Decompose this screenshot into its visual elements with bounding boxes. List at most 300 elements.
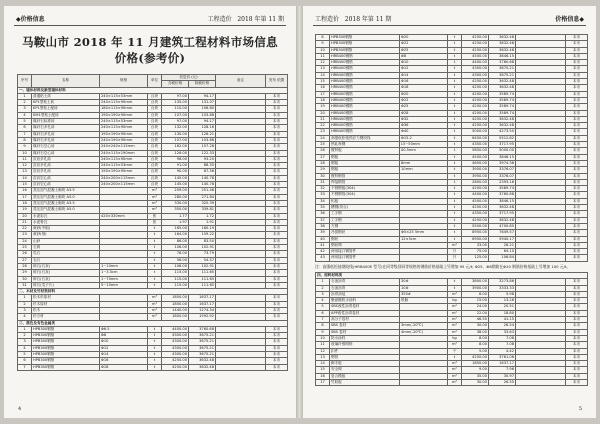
book-spine (296, 6, 303, 418)
row-unit: 百块 (148, 144, 162, 150)
row-note (216, 364, 266, 370)
row-unit: t (148, 345, 162, 351)
row-spec: 8mm (400, 160, 448, 166)
row-name: 蒸压加气混凝土砌块 A5.0 (32, 194, 100, 200)
row-grade: 本市 (566, 97, 588, 103)
row-grade: 本市 (566, 298, 588, 304)
row-grade: 本市 (566, 79, 588, 85)
row-tax-price: 115.00 (162, 270, 189, 276)
row-no: 4 (18, 314, 32, 320)
row-grade: 本市 (566, 135, 588, 141)
row-no: 11 (316, 53, 330, 59)
row-grade: 本市 (566, 123, 588, 129)
row-grade: 本市 (566, 129, 588, 135)
row-unit: m² (448, 304, 462, 310)
row-name: 热轧角钢 (330, 142, 400, 148)
row-spec: Φ40 (400, 129, 448, 135)
row-tax-price: 8.00 (462, 342, 489, 348)
row-no: 1 (18, 326, 32, 332)
row-name: 山砂 (32, 238, 100, 244)
row-unit: t (148, 352, 162, 358)
row-no: 11 (18, 156, 32, 162)
row-name: 两用接口钢管件 (330, 255, 400, 261)
row-notax-price: 3675.21 (489, 66, 516, 72)
row-no: 27 (316, 154, 330, 160)
row-notax-price: 1.72 (189, 213, 216, 219)
row-spec: Φ16 (400, 79, 448, 85)
row-no: 36 (316, 211, 330, 217)
row-grade: 本市 (266, 163, 288, 169)
row-unit: t (448, 135, 462, 141)
row-no: 4 (18, 345, 32, 351)
row-no: 26 (18, 251, 32, 257)
row-name: 石屑 (32, 245, 100, 251)
row-name: 沥青油毡 (330, 291, 400, 297)
row-unit: t (148, 226, 162, 232)
row-tax-price: 91.00 (162, 163, 189, 169)
row-name: 煤矸石空心砖 (32, 150, 100, 156)
row-tax-price: 107.00 (162, 137, 189, 143)
row-name: KP1型粘土砖 (32, 100, 100, 106)
row-unit: t (448, 354, 462, 360)
row-name: 黄砂(中粗) (32, 226, 100, 232)
row-spec: Φ5×25 5mm (400, 230, 448, 236)
row-name: 蒸压加气混凝土砌块 A3.5 (32, 188, 100, 194)
row-unit: t (448, 53, 462, 59)
row-name: KM1型粘土配砖 (32, 112, 100, 118)
row-unit: t (148, 358, 162, 364)
row-grade: 本市 (566, 361, 588, 367)
row-spec: Φ36 (400, 123, 448, 129)
row-tax-price: 9.00 (462, 367, 489, 373)
row-tax-price: 259.00 (162, 188, 189, 194)
left-running-header (14, 12, 286, 26)
row-tax-price: 106.00 (162, 263, 189, 269)
row-spec: Φ18 (100, 364, 148, 370)
row-tax-price: 4250.00 (462, 354, 489, 360)
row-unit: t (448, 97, 462, 103)
row-name: 方钢 (330, 223, 400, 229)
row-grade: 本市 (266, 188, 288, 194)
row-spec: 1~10mm (100, 263, 148, 269)
row-spec: 240×115×90mm (100, 156, 148, 162)
row-grade: 本市 (566, 179, 588, 185)
row-grade: 本市 (266, 150, 288, 156)
row-notax-price: 3632.48 (489, 116, 516, 122)
row-notax-price: 3675.21 (189, 352, 216, 358)
row-tax-price: 1850.00 (462, 361, 489, 367)
row-name: HRB400钢筋 (330, 85, 400, 91)
row-spec: 240×190×90mm (100, 137, 148, 143)
row-grade: 本市 (266, 270, 288, 276)
row-grade: 本市 (566, 198, 588, 204)
row-notax-price: 3846.15 (489, 154, 516, 160)
row-no: 17 (316, 380, 330, 386)
row-spec: Φ20 (400, 91, 448, 97)
row-unit: t (448, 160, 462, 166)
row-no: 4 (18, 112, 32, 118)
row-grade: 本市 (266, 295, 288, 301)
row-name: HPB300钢筋 (32, 333, 100, 339)
row-spec: 12×5cm (400, 236, 448, 242)
row-name: KP1型粘土配砖 (32, 106, 100, 112)
row-grade: 本市 (266, 301, 288, 307)
row-unit: t (448, 47, 462, 53)
row-unit: t (448, 279, 462, 285)
row-tax-price: 30.00 (462, 323, 489, 329)
row-unit: m³ (148, 207, 162, 213)
left-page-number: 4 (18, 406, 22, 412)
row-unit: m² (448, 342, 462, 348)
row-tax-price: 350.00 (162, 207, 189, 213)
row-unit: m³ (148, 194, 162, 200)
row-notax-price: 3717.95 (489, 142, 516, 148)
col-no: 序号 (18, 75, 32, 88)
row-name: 钢板 (330, 167, 400, 173)
row-grade: 本市 (266, 339, 288, 345)
row-unit: t (148, 238, 162, 244)
row-name: 水泥彩瓦 (32, 213, 100, 219)
row-grade: 本市 (266, 345, 288, 351)
row-tax-price: 6950.00 (462, 236, 489, 242)
row-name: 瓜石 (32, 251, 100, 257)
row-tax-price: 97.00 (162, 119, 189, 125)
row-unit: 百块 (148, 119, 162, 125)
row-grade: 本市 (266, 169, 288, 175)
row-tax-price: 8.00 (462, 335, 489, 341)
page-title (14, 34, 286, 66)
row-notax-price: 13.26 (489, 298, 516, 304)
row-name: HRB400钢筋 (330, 97, 400, 103)
row-no: 16 (316, 373, 330, 379)
row-unit: t (448, 148, 462, 154)
row-tax-price: 145.00 (162, 175, 189, 181)
row-grade: 本市 (566, 367, 588, 373)
row-tax-price: 4250.00 (462, 79, 489, 85)
row-unit: 百块 (148, 150, 162, 156)
row-no: 35 (316, 205, 330, 211)
row-grade: 本市 (566, 148, 588, 154)
row-notax-price: 30.97 (489, 373, 516, 379)
row-tax-price: 4400.00 (462, 192, 489, 198)
row-no: 2 (316, 285, 330, 291)
row-tax-price: 4300.00 (162, 352, 189, 358)
row-note (516, 380, 566, 386)
row-no: 33 (316, 192, 330, 198)
row-grade: 本市 (266, 282, 288, 288)
row-spec: 350# (400, 291, 448, 297)
row-unit: 百块 (148, 131, 162, 137)
row-no: 5 (18, 352, 32, 358)
row-unit: t (448, 179, 462, 185)
row-notax-price: 73.79 (189, 251, 216, 257)
row-no: 32 (316, 186, 330, 192)
row-spec: 240×115×90mm (100, 125, 148, 131)
row-notax-price: 251.46 (189, 188, 216, 194)
row-unit: m² (448, 317, 462, 323)
row-grade: 本市 (266, 119, 288, 125)
row-grade: 本市 (266, 194, 288, 200)
row-name: 毛石 (32, 257, 100, 263)
row-no: 12 (316, 60, 330, 66)
row-grade: 本市 (266, 314, 288, 320)
row-unit: t (448, 154, 462, 160)
row-name: SBS 卷材 (330, 323, 400, 329)
col-price-group: 信息价 (元) (162, 75, 216, 81)
section-heading: 四、周转材料类 (316, 273, 588, 279)
row-tax-price: 4300.00 (162, 339, 189, 345)
row-unit: t (148, 270, 162, 276)
row-notax-price: 3675.21 (489, 72, 516, 78)
row-name: 页岩多孔砖 (32, 169, 100, 175)
row-no: 6 (18, 125, 32, 131)
row-name: 松木杉原材 (32, 295, 100, 301)
row-spec: Φ16 (100, 358, 148, 364)
row-name: 防水涂料 (330, 335, 400, 341)
left-header-title: 工程造价 (207, 16, 232, 23)
row-no: 17 (18, 194, 32, 200)
row-no: 15 (316, 79, 330, 85)
row-name: 杉方材 (32, 314, 100, 320)
row-spec: Φ10 (400, 60, 448, 66)
row-notax-price: 3632.48 (489, 35, 516, 41)
row-no: 26 (316, 148, 330, 154)
row-tax-price: 4250.00 (462, 116, 489, 122)
row-name: 高强低松弛预应力钢绞线 (330, 135, 400, 141)
row-tax-price: 4200.00 (462, 91, 489, 97)
row-spec: 190×190×90mm (100, 169, 148, 175)
row-unit: t (448, 79, 462, 85)
row-unit: t (148, 232, 162, 238)
row-unit: t (448, 66, 462, 72)
row-notax-price: 159.22 (189, 232, 216, 238)
row-grade: 本市 (566, 142, 588, 148)
title-line-1: 马鞍山市 2018 年 11 月建筑工程材料市场信息 (22, 35, 278, 49)
row-spec: Φ28 (400, 110, 448, 116)
row-no: 23 (18, 232, 32, 238)
row-tax-price: 4250.00 (462, 123, 489, 129)
row-unit: m² (448, 310, 462, 316)
row-name: HRB400钢筋 (330, 72, 400, 78)
row-tax-price: 3800.00 (462, 279, 489, 285)
left-table-body (18, 87, 288, 370)
row-unit: 只 (448, 249, 462, 255)
row-grade: 本市 (566, 47, 588, 53)
row-no: 11 (316, 342, 330, 348)
row-notax-price: 3846.15 (489, 198, 516, 204)
row-tax-price: 3950.00 (462, 173, 489, 179)
row-notax-price: 1637.17 (189, 301, 216, 307)
row-no: 20 (18, 213, 32, 219)
row-tax-price: 46.50 (462, 317, 489, 323)
row-grade: 本市 (566, 236, 588, 242)
row-spec: 180×115×90mm (100, 106, 148, 112)
row-grade: 本市 (566, 72, 588, 78)
table-row (316, 255, 588, 261)
row-unit: t (148, 326, 162, 332)
row-unit: t (448, 192, 462, 198)
row-grade: 本市 (566, 104, 588, 110)
row-no: 14 (316, 361, 330, 367)
row-no: 21 (18, 219, 32, 225)
row-notax-price: 3760.68 (189, 326, 216, 332)
row-name: SBS 卷材 (330, 329, 400, 335)
row-no: 23 (316, 129, 330, 135)
row-tax-price: 4250.00 (162, 364, 189, 370)
row-notax-price: 102.91 (189, 245, 216, 251)
row-tax-price: 115.00 (162, 276, 189, 282)
row-name: 钢丝 (330, 236, 400, 242)
row-no: 10 (316, 335, 330, 341)
row-no: 19 (316, 104, 330, 110)
row-grade: 本市 (566, 110, 588, 116)
row-tax-price: 4250.00 (462, 205, 489, 211)
row-name: HRB400钢筋 (330, 129, 400, 135)
row-grade: 本市 (566, 53, 588, 59)
row-spec: 240×200×115mm (100, 182, 148, 188)
row-tax-price: 280.00 (162, 194, 189, 200)
row-unit: t (448, 123, 462, 129)
row-notax-price: 26.54 (489, 323, 516, 329)
row-grade: 本市 (566, 223, 588, 229)
col-spec: 规格 (100, 75, 148, 88)
row-tax-price: 145.00 (162, 182, 189, 188)
row-grade: 本市 (266, 276, 288, 282)
row-tax-price: 96.00 (162, 156, 189, 162)
row-name: 杉木原材 (32, 301, 100, 307)
row-tax-price: 4250.00 (462, 217, 489, 223)
row-tax-price: 130.00 (162, 131, 189, 137)
row-name: 煤矸石标准砖 (32, 119, 100, 125)
row-spec: Φ25 (400, 104, 448, 110)
row-unit: m² (448, 242, 462, 248)
table-row (18, 364, 288, 370)
row-notax-price: 4700.85 (489, 223, 516, 229)
row-tax-price: 4500.00 (462, 154, 489, 160)
row-name: 竹胶板 (330, 380, 400, 386)
row-no: 10 (316, 47, 330, 53)
row-tax-price: 5500.00 (462, 223, 489, 229)
row-grade: 本市 (566, 85, 588, 91)
row-tax-price: 56.00 (162, 257, 189, 263)
row-unit: kg (448, 298, 462, 304)
row-unit: t (448, 72, 462, 78)
row-grade: 本市 (566, 329, 588, 335)
row-notax-price: 111.65 (189, 270, 216, 276)
row-tax-price: 4500.00 (462, 198, 489, 204)
row-name: 页岩多孔砖 (32, 156, 100, 162)
row-grade: 本市 (566, 373, 588, 379)
row-no: 2 (18, 301, 32, 307)
row-name: 镀锌板 (330, 148, 400, 154)
row-tax-price: 6.00 (462, 291, 489, 297)
row-no: 15 (316, 367, 330, 373)
row-tax-price: 5850.00 (462, 148, 489, 154)
row-unit: m² (448, 323, 462, 329)
row-notax-price: 87.38 (189, 169, 216, 175)
row-name: HPB300钢筋 (330, 35, 400, 41)
row-notax-price: 3632.48 (489, 85, 516, 91)
left-price-table (17, 74, 288, 371)
row-notax-price: 3589.74 (489, 186, 516, 192)
row-spec: 10# (400, 285, 448, 291)
row-unit: t (448, 129, 462, 135)
row-no: 3 (18, 307, 32, 313)
row-grade: 本市 (566, 160, 588, 166)
row-notax-price: 103.88 (189, 137, 216, 143)
row-tax-price: 30.00 (462, 380, 489, 386)
row-spec: Φ6.5 (100, 326, 148, 332)
left-header-mark: ◆价格信息 (16, 16, 45, 23)
row-grade: 本市 (266, 100, 288, 106)
row-unit: t (148, 251, 162, 257)
row-spec (400, 380, 448, 386)
row-grade: 本市 (566, 249, 588, 255)
row-name: HRB400钢筋 (330, 79, 400, 85)
row-spec: Φ25 (400, 47, 448, 53)
row-grade: 本市 (266, 326, 288, 332)
row-unit: m² (448, 373, 462, 379)
row-unit: t (148, 276, 162, 282)
row-unit: t (148, 263, 162, 269)
row-notax-price: 3675.21 (189, 339, 216, 345)
row-unit: t (448, 104, 462, 110)
row-grade: 本市 (566, 342, 588, 348)
row-spec: 190×190×90mm (100, 131, 148, 137)
row-tax-price: 4200.00 (462, 110, 489, 116)
row-notax-price: 88.35 (189, 163, 216, 169)
row-notax-price: 7.96 (489, 367, 516, 373)
row-grade: 本市 (566, 186, 588, 192)
row-name: 石油沥青 (330, 285, 400, 291)
row-no: 18 (316, 97, 330, 103)
row-grade: 本市 (266, 251, 288, 257)
row-grade: 本市 (566, 41, 588, 47)
row-grade: 本市 (266, 257, 288, 263)
row-tax-price: 97.00 (162, 93, 189, 99)
section-heading: 二、木材及竹材类材料 (18, 289, 288, 295)
row-tax-price: 1800.00 (162, 314, 189, 320)
row-notax-price: 160.19 (189, 226, 216, 232)
row-name: 碎石(瓜子片) (32, 282, 100, 288)
row-tax-price: 24.00 (462, 304, 489, 310)
row-spec (400, 255, 448, 261)
row-no: 5 (18, 119, 32, 125)
row-name: HPB300钢筋 (32, 352, 100, 358)
row-unit: t (448, 173, 462, 179)
row-unit: t (448, 211, 462, 217)
row-spec: Φ8 (400, 53, 448, 59)
row-grade: 本市 (266, 226, 288, 232)
row-grade: 本市 (566, 173, 588, 179)
row-notax-price: 339.81 (189, 207, 216, 213)
row-spec: 3mm(-20℃) (400, 323, 448, 329)
row-grade: 本市 (566, 167, 588, 173)
row-name: HPB300钢筋 (330, 41, 400, 47)
row-grade: 本市 (566, 255, 588, 261)
row-notax-price: 64.10 (489, 249, 516, 255)
row-name: HPB300钢筋 (330, 47, 400, 53)
right-page (303, 6, 596, 418)
row-tax-price: 135.00 (162, 100, 189, 106)
right-table-2-body (316, 273, 588, 386)
row-name: 钢板 (330, 160, 400, 166)
title-line-2: 价格(参考价) (114, 51, 186, 65)
row-no: 1 (316, 279, 330, 285)
row-name: 玻璃纤维网格 (330, 342, 400, 348)
row-grade: 本市 (266, 131, 288, 137)
row-notax-price: 3675.21 (189, 345, 216, 351)
